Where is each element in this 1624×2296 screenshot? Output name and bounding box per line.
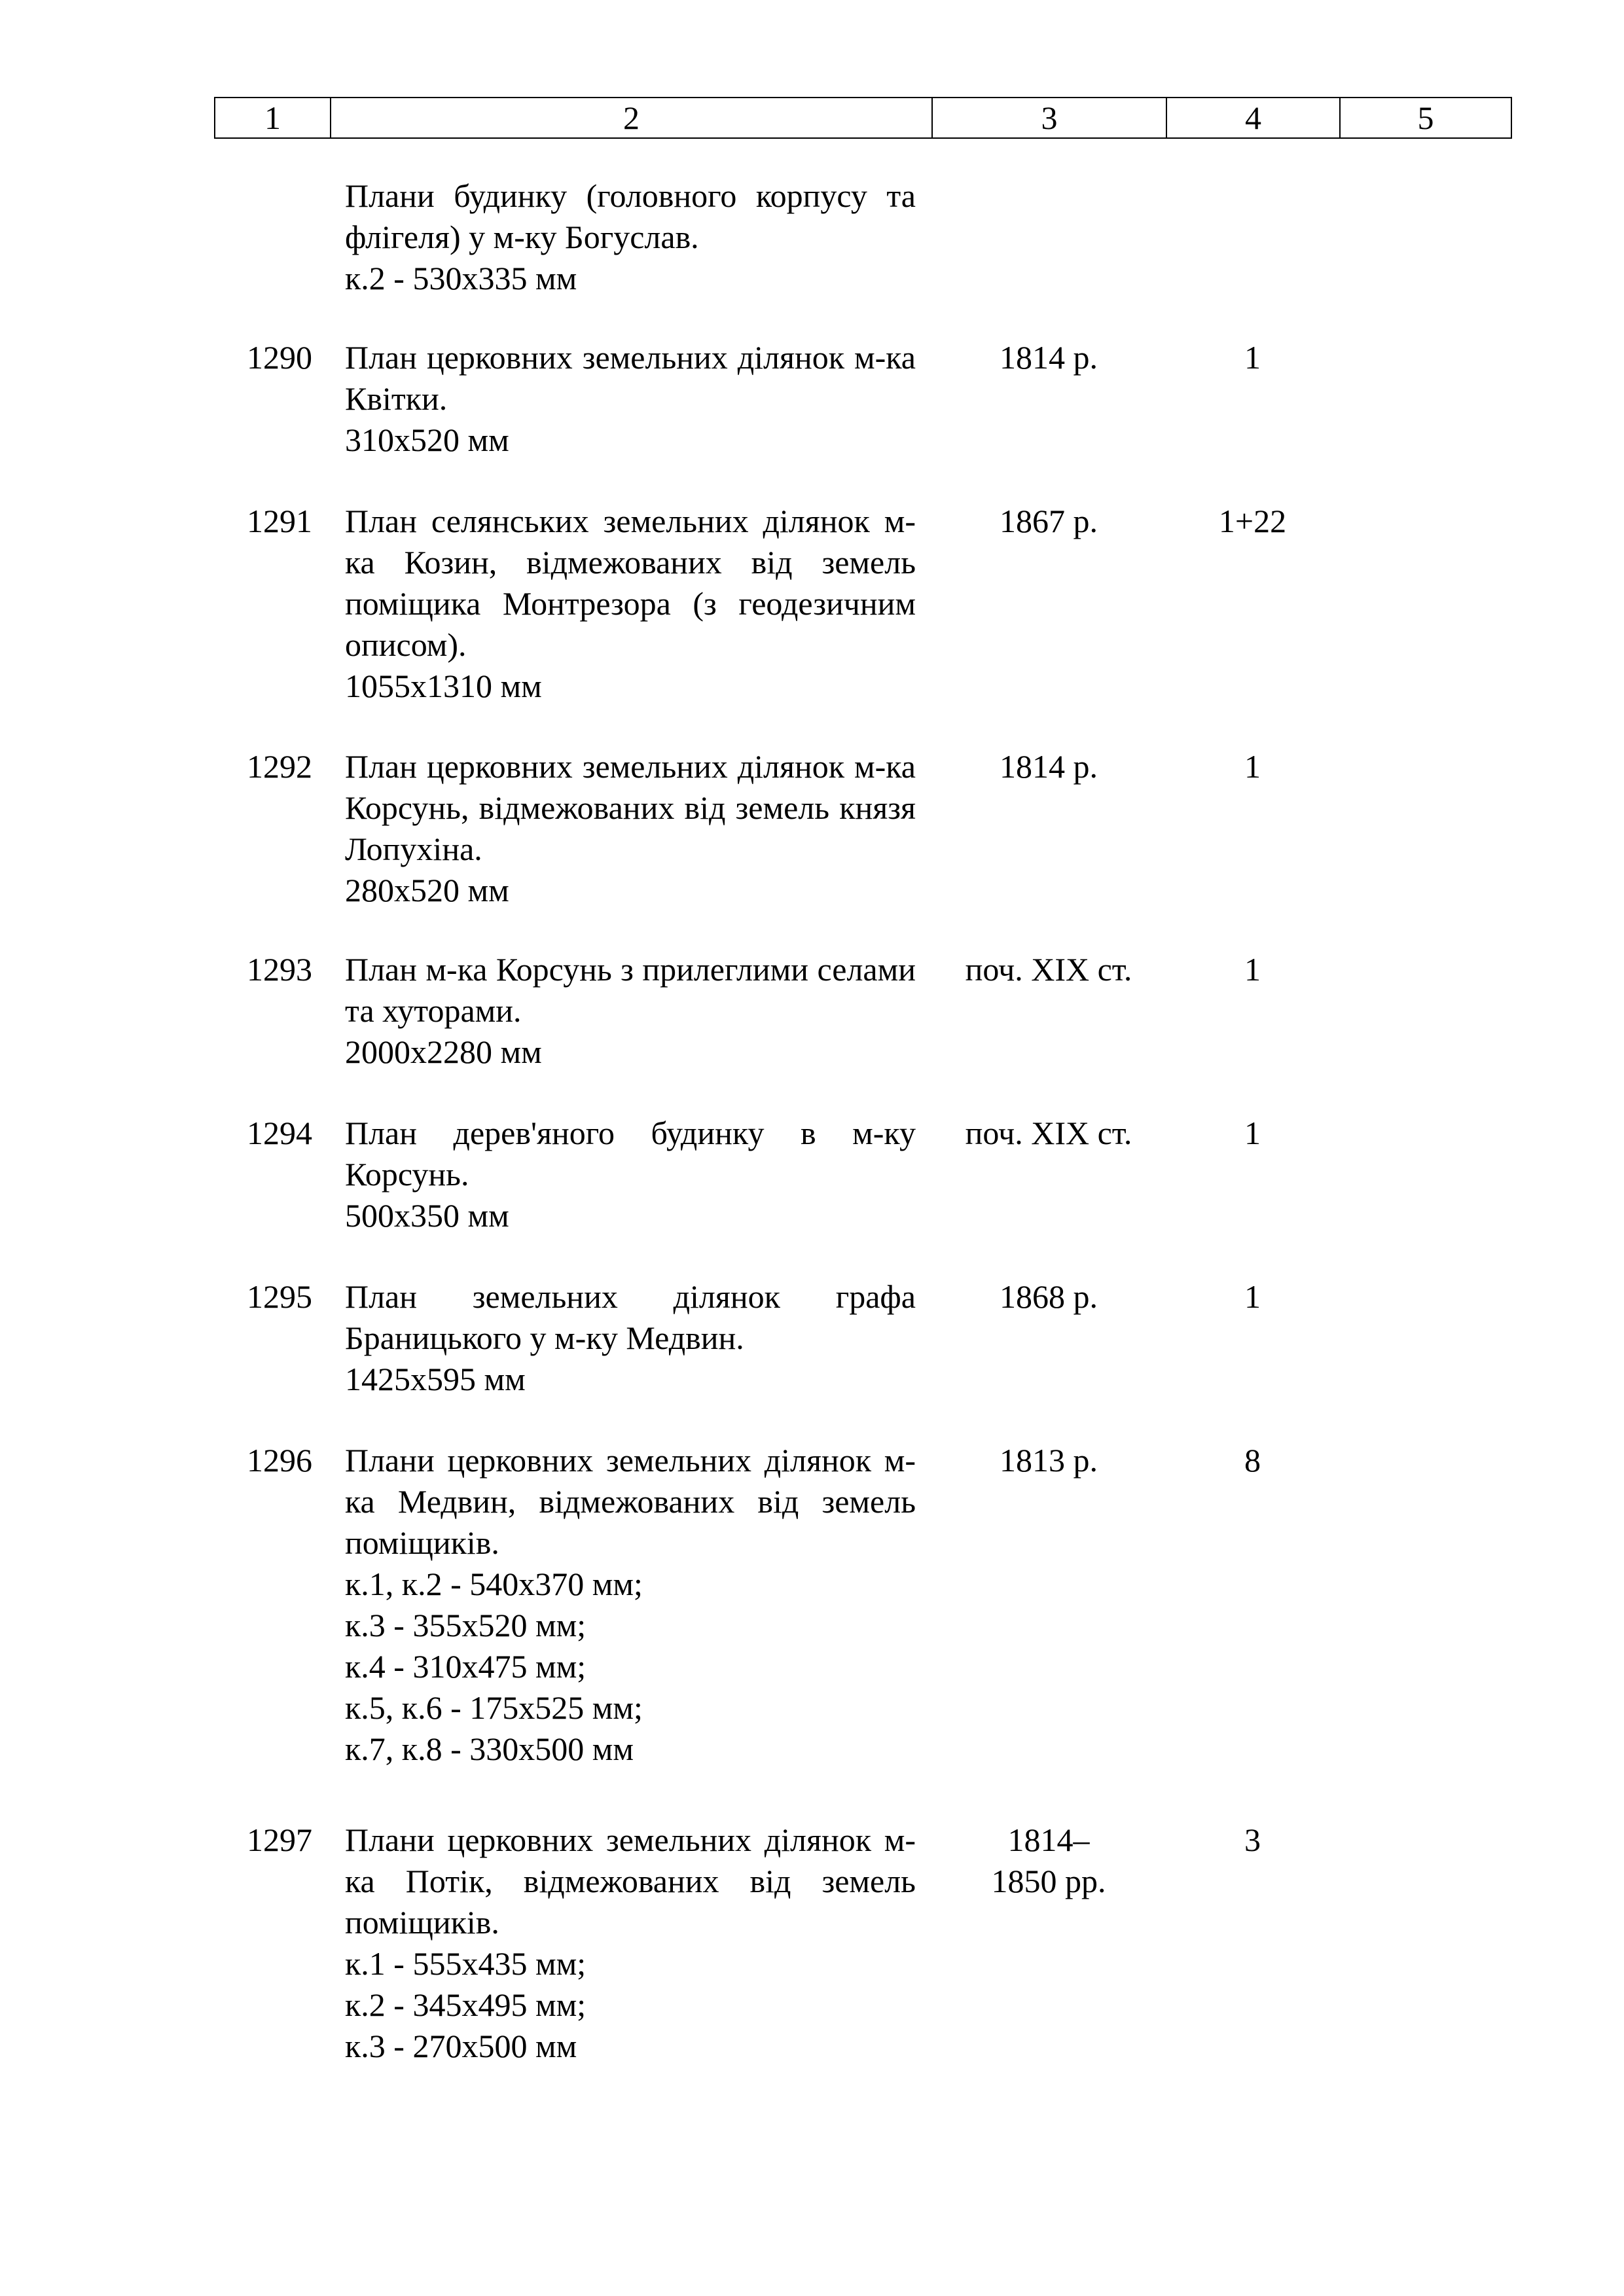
entry-quantity: 1 — [1244, 1278, 1261, 1315]
entry-quantity: 1+22 — [1218, 503, 1287, 539]
entry-quantity: 1 — [1244, 748, 1261, 785]
entry-description: План земельних ділянок графа Браницького у м-ку Медвин. — [345, 1278, 916, 1356]
entry-number: 1295 — [247, 1278, 312, 1315]
entry-dimensions: 280x520 мм — [345, 872, 509, 908]
entry-description-block — [345, 1276, 916, 1400]
entry-dimensions: 2000x2280 мм — [345, 1033, 542, 1070]
entry-dimensions: 310x520 мм — [345, 422, 509, 458]
entry-number: 1293 — [247, 951, 312, 988]
column-number-header — [214, 97, 1512, 139]
entry-dimensions: к.1 - 555x435 мм; — [345, 1945, 586, 1982]
entry-date: поч. XIX ст. — [965, 1115, 1132, 1151]
entry-dimensions: к.2 - 530x335 мм — [345, 260, 577, 296]
entry-description-block — [345, 1113, 916, 1236]
entry-dimensions: к.4 - 310x475 мм; — [345, 1648, 586, 1685]
entry-description: Плани будинку (головного корпусу та флігеля) у м-ку Богуслав. — [345, 177, 916, 255]
entry-description: План м-ка Корсунь з прилеглими селами та хуторами. — [345, 951, 916, 1029]
entry-quantity: 1 — [1244, 339, 1261, 376]
entry-quantity: 1 — [1244, 951, 1261, 988]
entry-dimensions: к.7, к.8 - 330x500 мм — [345, 1731, 634, 1767]
entry-date: поч. XIX ст. — [965, 951, 1132, 988]
entry-description: Плани церковних земельних ділянок м-ка Потік, відмежованих від земель поміщиків. — [345, 1821, 916, 1941]
entry-description: План селянських земельних ділянок м-ка Козин, відмежованих від земель поміщика Монтрезора (з геодезичним описом). — [345, 503, 916, 663]
entry-dimensions: к.5, к.6 - 175x525 мм; — [345, 1689, 643, 1726]
column-number-1: 1 — [215, 98, 331, 137]
entry-description-block — [345, 949, 916, 1073]
entry-date: 1868 р. — [1000, 1278, 1098, 1315]
entry-number: 1292 — [247, 748, 312, 785]
column-number-2: 2 — [331, 98, 933, 137]
entry-description: План церковних земельних ділянок м-ка Квітки. — [345, 339, 916, 417]
entry-dimensions: к.2 - 345x495 мм; — [345, 1986, 586, 2023]
entry-dimensions: 1425x595 мм — [345, 1361, 526, 1397]
entry-date: 1814 р. — [1000, 748, 1098, 785]
entry-description-block — [345, 746, 916, 911]
entry-number: 1294 — [247, 1115, 312, 1151]
entry-dimensions: к.3 - 270x500 мм — [345, 2028, 577, 2064]
entry-description-block — [345, 337, 916, 461]
entry-dimensions: 500x350 мм — [345, 1197, 509, 1234]
entry-quantity: 3 — [1244, 1821, 1261, 1858]
entry-description-block — [345, 501, 916, 707]
entry-description-block — [345, 1820, 916, 2067]
entry-description: План дерев'яного будинку в м-ку Корсунь. — [345, 1115, 916, 1193]
column-number-3: 3 — [933, 98, 1167, 137]
entry-description-block — [345, 1440, 916, 1770]
entry-description: Плани церковних земельних ділянок м-ка Медвин, відмежованих від земель поміщиків. — [345, 1442, 916, 1561]
entry-date: 1814– 1850 рр. — [991, 1821, 1106, 1899]
entry-dimensions: к.3 - 355x520 мм; — [345, 1607, 586, 1643]
entry-number: 1291 — [247, 503, 312, 539]
entry-description-block — [345, 175, 916, 299]
entry-quantity: 8 — [1244, 1442, 1261, 1479]
column-number-5: 5 — [1417, 99, 1434, 136]
entry-dimensions: 1055x1310 мм — [345, 668, 542, 704]
entry-description: План церковних земельних ділянок м-ка Корсунь, відмежованих від земель князя Лопухіна. — [345, 748, 916, 867]
entry-quantity: 1 — [1244, 1115, 1261, 1151]
entry-date: 1867 р. — [1000, 503, 1098, 539]
entry-date: 1814 р. — [1000, 339, 1098, 376]
entry-number: 1290 — [247, 339, 312, 376]
entry-dimensions: к.1, к.2 - 540x370 мм; — [345, 1566, 643, 1602]
entry-number: 1296 — [247, 1442, 312, 1479]
entry-number: 1297 — [247, 1821, 312, 1858]
column-number-4: 4 — [1167, 98, 1341, 137]
entry-date: 1813 р. — [1000, 1442, 1098, 1479]
